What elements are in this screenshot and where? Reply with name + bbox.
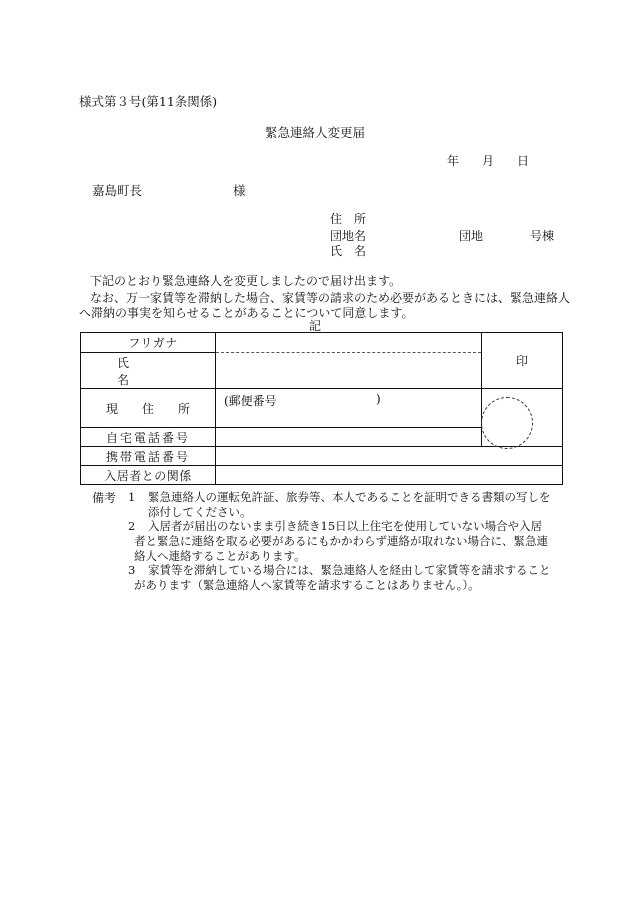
furigana-label: フリガナ (81, 333, 216, 353)
home-phone-label (81, 428, 216, 447)
addressee-honorific: 様 (233, 183, 246, 198)
date-year-label: 年 (447, 154, 460, 168)
note-2-number: 2 (128, 519, 136, 533)
name-field[interactable] (216, 353, 482, 389)
stamp-label: 印 (482, 333, 563, 389)
body-text-line-1: 下記のとおり緊急連絡人を変更しましたので届け出ます。 (90, 274, 402, 288)
table-row-relationship (81, 466, 563, 485)
note-3-line-1: 家賃等を滞納している場合には、緊急連絡人を経由して家賃等を請求すること (148, 563, 551, 577)
applicant-danchi-label: 団地名 (330, 229, 367, 243)
seal-circle (481, 397, 533, 449)
ki-heading: 記 (308, 319, 321, 333)
postal-code-open: (郵便番号 (224, 394, 277, 408)
note-1-line-2: 添付してください。 (148, 505, 252, 519)
address-label (81, 389, 216, 428)
applicant-danchi-suffix: 団地 (459, 229, 484, 243)
postal-code-close: ) (376, 392, 381, 406)
name-label-text: 氏名 (116, 355, 189, 387)
mobile-phone-label-text: 携帯電話番号 (105, 449, 190, 464)
note-3-line-2: があります（緊急連絡人へ家賃等を請求することはありません。）。 (134, 578, 480, 592)
relationship-field[interactable] (216, 466, 563, 485)
notes-label: 備考 (92, 491, 117, 505)
applicant-name-label: 氏 名 (330, 244, 367, 258)
document-title: 緊急連絡人変更届 (264, 125, 365, 140)
addressee-name: 嘉島町長 (92, 183, 143, 198)
address-label-text: 現住所 (105, 401, 214, 416)
applicant-address-label: 住 所 (330, 212, 367, 226)
note-1-number: 1 (128, 490, 136, 504)
date-month-label: 月 (482, 154, 495, 168)
table-row-furigana (81, 333, 563, 353)
table-row-mobile-phone (81, 447, 563, 466)
furigana-field[interactable] (216, 333, 482, 353)
home-phone-field[interactable] (216, 428, 482, 447)
note-2-line-2: 者と緊急に連絡を取る必要があるにもかかわらず連絡が取れない場合に、緊急連 (134, 534, 548, 548)
note-2-line-3: 絡人へ連絡することがあります。 (134, 549, 306, 563)
relationship-label: 入居者との関係 (81, 466, 216, 485)
applicant-building-suffix: 号棟 (530, 229, 555, 243)
address-field[interactable] (216, 389, 482, 428)
note-3-number: 3 (128, 563, 136, 577)
note-1-line-1: 緊急連絡人の運転免許証、旅券等、本人であることを証明できる書類の写しを (148, 490, 551, 504)
body-text-line-2: なお、万一家賃等を滞納した場合、家賃等の請求のため必要があるときには、緊急連絡人 (90, 291, 571, 305)
name-label (81, 353, 216, 389)
home-phone-label-text: 自宅電話番号 (105, 430, 190, 445)
note-2-line-1: 入居者が届出のないまま引き続き15日以上住宅を使用していない場合や入居 (148, 519, 543, 533)
mobile-phone-field[interactable] (216, 447, 563, 466)
form-number: 様式第３号(第11条関係) (79, 94, 218, 109)
mobile-phone-label (81, 447, 216, 466)
body-text-line-3: へ滞納の事実を知らせることがあることについて同意します。 (79, 306, 414, 320)
date-day-label: 日 (517, 154, 530, 168)
